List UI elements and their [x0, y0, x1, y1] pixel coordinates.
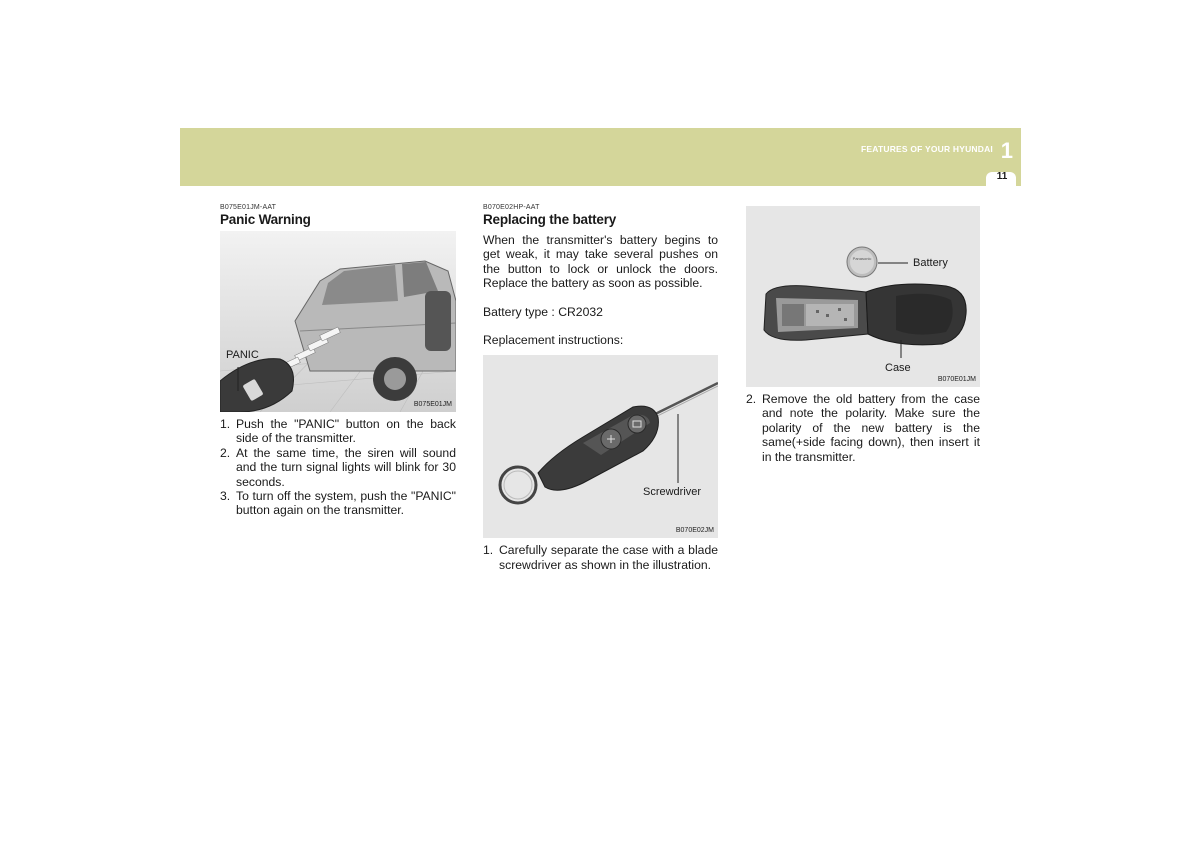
step-number: 1.: [483, 543, 494, 558]
car-illustration: [220, 231, 456, 412]
list-item: [220, 489, 456, 518]
step-text: At the same time, the siren will sound and the turn signal lights will blink for 30 seconds.: [236, 445, 456, 489]
panic-section: [220, 204, 456, 518]
list-item: [220, 446, 456, 489]
page-number: 11: [996, 171, 1008, 182]
intro-paragraph: When the transmitter's battery begins to get weak, it may take several pushes on the button to lock or unlock the doors. Replace the battery as soon as possible.: [483, 233, 718, 291]
step-text: Carefully separate the case with a blade screwdriver as shown in the illustration.: [499, 543, 718, 572]
section-heading: Replacing the battery: [483, 212, 617, 227]
instructions-label: Replacement instructions:: [483, 333, 624, 348]
fob-screwdriver-illustration: [483, 355, 718, 538]
step-text: Push the "PANIC" button on the back side of the transmitter.: [236, 417, 456, 446]
screwdriver-figure: [483, 355, 718, 538]
battery-section: [483, 204, 718, 572]
svg-text:Panasonic: Panasonic: [852, 256, 872, 261]
battery-figure-section: [746, 206, 980, 464]
fob-open-illustration: [746, 206, 980, 387]
chapter-title: FEATURES OF YOUR HYUNDAI: [861, 144, 993, 154]
battery-type: Battery type : CR2032: [483, 304, 603, 319]
battery-figure-steps: [746, 392, 980, 464]
section-heading: Panic Warning: [220, 212, 311, 227]
list-item: [220, 417, 456, 446]
panic-steps: [220, 417, 456, 518]
section-code: B070E02HP-AAT: [483, 204, 540, 211]
panic-figure: [220, 231, 456, 412]
list-item: [746, 392, 980, 464]
step-number: 1.: [220, 417, 231, 431]
step-number: 3.: [220, 489, 231, 504]
section-code: B075E01JM-AAT: [220, 204, 277, 211]
battery-callout: Battery: [913, 257, 948, 269]
step-text: To turn off the system, push the "PANIC" button again on the transmitter.: [236, 489, 456, 518]
case-callout: Case: [885, 362, 911, 374]
panic-callout: PANIC: [226, 349, 259, 361]
chapter-number: 1: [1000, 138, 1013, 163]
step-number: 2.: [746, 392, 757, 406]
battery-case-figure: [746, 206, 980, 387]
figure-code: B075E01JM: [413, 401, 452, 408]
figure-code: B070E02JM: [675, 527, 714, 535]
header-band: [180, 128, 1021, 186]
screwdriver-callout: Screwdriver: [643, 486, 702, 499]
battery-steps: [483, 543, 718, 572]
list-item: [483, 543, 718, 572]
figure-code: B070E01JM: [937, 376, 976, 383]
step-number: 2.: [220, 445, 231, 460]
step-text: Remove the old battery from the case and note the polarity. Make sure the polarity of the new battery is the same(+side facing down), then insert it in the transmitter.: [762, 392, 980, 464]
